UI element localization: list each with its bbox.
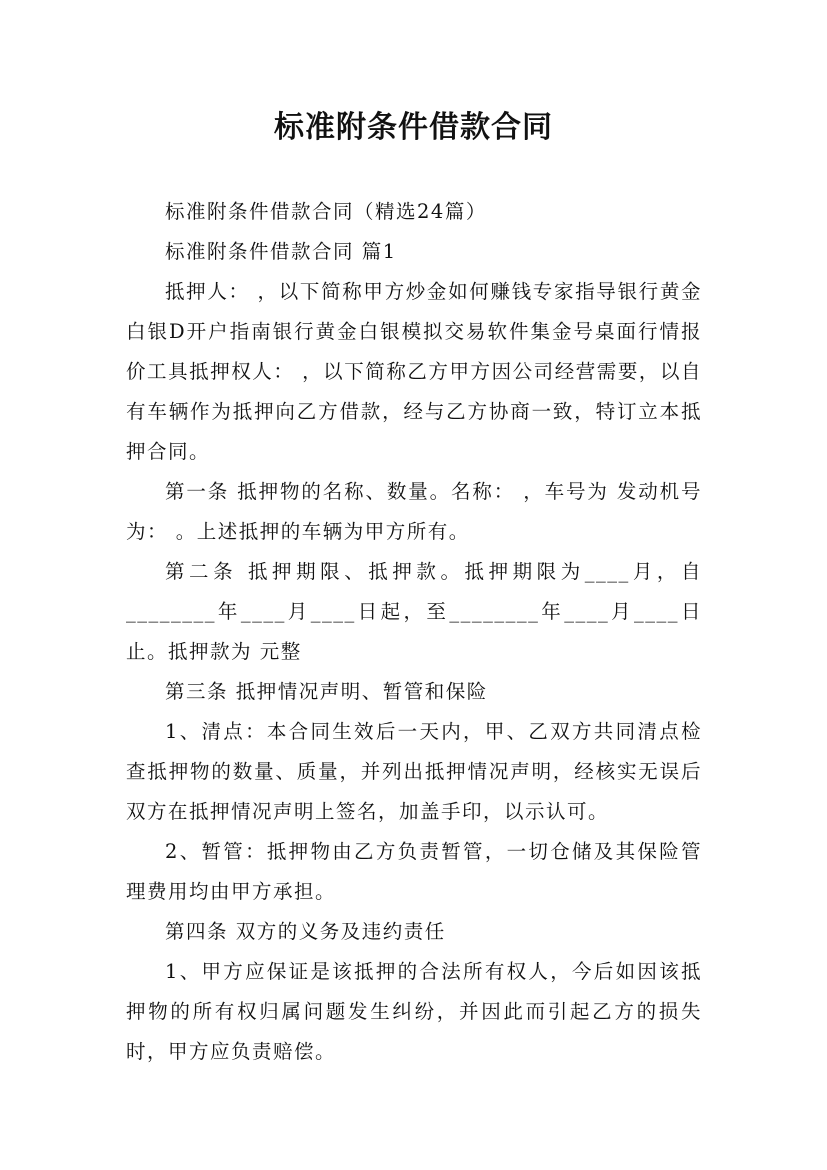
- paragraph-article-2: 第二条 抵押期限、抵押款。抵押期限为____月，自________年____月____日起，至________年____月____日止。抵押款为 元整: [126, 560, 702, 663]
- paragraph-parties: 抵押人： ，以下简称甲方炒金如何赚钱专家指导银行黄金白银D开户指南银行黄金白银模拟交易软件集金号桌面行情报价工具抵押权人： ，以下简称乙方甲方因公司经营需要，以自有车辆作为抵押向乙方借款，经与乙方协商一致，特订立本抵押合同。: [126, 280, 702, 463]
- paragraph-article-3-item-1: 1、清点：本合同生效后一天内，甲、乙双方共同清点检查抵押物的数量、质量，并列出抵押情况声明，经核实无误后双方在抵押情况声明上签名，加盖手印，以示认可。: [126, 720, 702, 823]
- paragraph-article-4-heading: 第四条 双方的义务及违约责任: [165, 920, 446, 943]
- document-body: [126, 192, 702, 1072]
- paragraph-subtitle: 标准附条件借款合同（精选24篇）: [165, 200, 487, 223]
- paragraph-article-1: 第一条 抵押物的名称、数量。名称： ，车号为 发动机号为： 。上述抵押的车辆为甲方所有。: [126, 480, 702, 543]
- paragraph-article-3-item-2: 2、暂管：抵押物由乙方负责暂管，一切仓储及其保险管理费用均由甲方承担。: [126, 840, 702, 903]
- paragraph-section-heading: 标准附条件借款合同 篇1: [165, 240, 397, 263]
- paragraph-article-4-item-1: 1、甲方应保证是该抵押的合法所有权人，今后如因该抵押物的所有权归属问题发生纠纷，并因此而引起乙方的损失时，甲方应负责赔偿。: [126, 960, 702, 1063]
- document-title: 标准附条件借款合同: [274, 110, 553, 145]
- paragraph-article-3-heading: 第三条 抵押情况声明、暂管和保险: [165, 680, 488, 703]
